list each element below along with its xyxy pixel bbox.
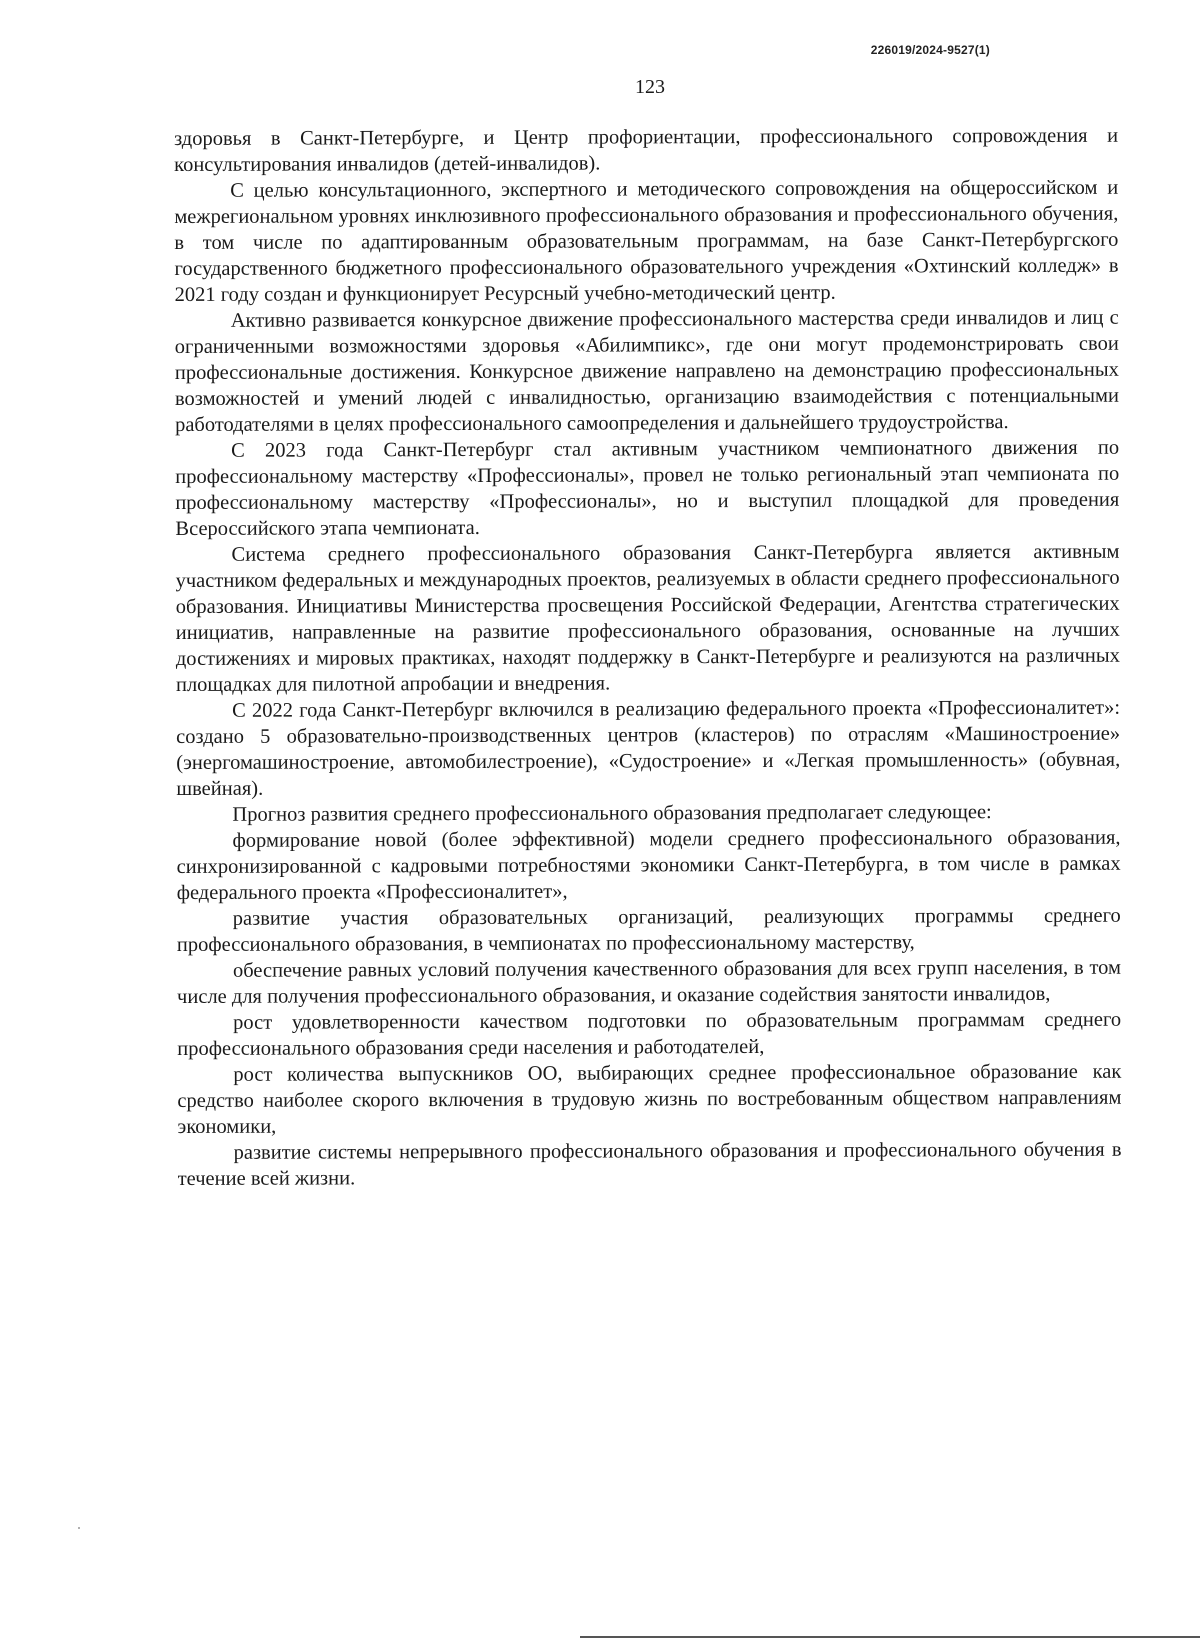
document-body (174, 123, 1122, 1192)
page-number: 123 (635, 76, 665, 98)
document-id: 226019/2024-9527(1) (870, 43, 990, 57)
paragraph-resource-center: С целью консультационного, экспертного и методического сопровождения на общероссийском и межрегиональном уровнях инклюзивного профессионального образования и профессионального обучения, в том числе по адаптированным образовательным программам, на базе Санкт-Петербургского государственного бюджетного профессионального образовательного учреждения «Охтинский колледж» в 2021 году создан и функционирует Ресурсный учебно-методический центр. (174, 176, 1119, 306)
list-item-satisfaction: рост удовлетворенности качеством подготовки по образовательным программам среднего профессионального образования среди населения и работодателей, (177, 1008, 1122, 1060)
list-item-new-model: формирование новой (более эффективной) модели среднего профессионального образования, синхронизированной с кадровыми потребностями экономики Санкт-Петербурга, в том числе в рамках федерального проекта «Профессионалитет», (176, 826, 1121, 904)
scan-speck (78, 1527, 80, 1529)
paragraph-continuation: здоровья в Санкт-Петербурге, и Центр профориентации, профессионального сопровождения и консультирования инвалидов (детей-инвалидов). (174, 124, 1119, 176)
list-item-graduates: рост количества выпускников ОО, выбирающих среднее профессиональное образование как средство наиболее скорого включения в трудовую жизнь по востребованным обществом направлениям экономики, (177, 1060, 1122, 1138)
paragraph-professionals-championship: С 2023 года Санкт-Петербург стал активным участником чемпионатного движения по профессиональному мастерству «Профессионалы», провел не только региональный этап чемпионата по профессиональному мастерству «Профессионалы», но и выступил площадкой для проведения Всероссийского этапа чемпионата. (175, 436, 1120, 540)
bottom-scan-edge (580, 1636, 1200, 1638)
list-item-championships: развитие участия образовательных организаций, реализующих программы среднего профессионального образования, в чемпионатах по профессиональному мастерству, (176, 904, 1121, 956)
paragraph-forecast-intro: Прогноз развития среднего профессионального образования предполагает следующее: (232, 801, 992, 826)
list-item-continuous-education: развитие системы непрерывного профессионального образования и профессионального обучения в течение всей жизни. (177, 1138, 1122, 1190)
paragraph-professionalitet: С 2022 года Санкт-Петербург включился в реализацию федерального проекта «Профессионалитет»: создано 5 образовательно-производственных центров (кластеров) по отраслям «Машиностроение» (энергомашиностроение, автомобилестроение), «Судостроение» и «Легкая промышленность» (обувная, швейная). (176, 696, 1121, 800)
paragraph-abilympics: Активно развивается конкурсное движение профессионального мастерства среди инвалидов и лиц с ограниченными возможностями здоровья «Абилимпикс», где они могут продемонстрировать свои профессиональные достижения. Конкурсное движение направлено на демонстрацию профессиональных возможностей и умений людей с инвалидностью, организацию взаимодействия с потенциальными работодателями в целях профессионального самоопределения и дальнейшего трудоустройства. (174, 306, 1119, 436)
paragraph-spo-system: Система среднего профессионального образования Санкт-Петербурга является активным участником федеральных и международных проектов, реализуемых в области среднего профессионального образования. Инициативы Министерства просвещения Российской Федерации, Агентства стратегических инициатив, направленные на развитие профессионального образования, основанные на лучших достижениях и мировых практиках, находят поддержку в Санкт-Петербурге и реализуются на различных площадках для пилотной апробации и внедрения. (175, 540, 1120, 696)
list-item-equal-conditions: обеспечение равных условий получения качественного образования для всех групп населения, в том числе для получения профессионального образования, и оказание содействия занятости инвалидов, (177, 956, 1121, 1008)
